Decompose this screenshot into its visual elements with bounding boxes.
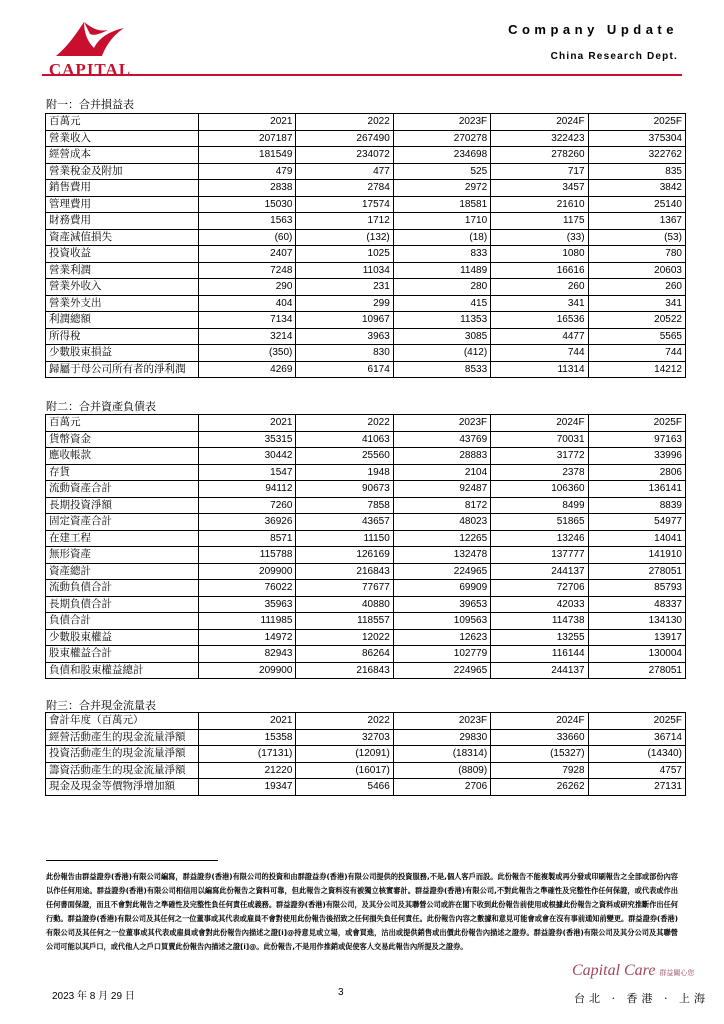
table-row bbox=[46, 246, 686, 263]
value-cell: 94112 bbox=[199, 481, 296, 498]
value-cell: 54977 bbox=[588, 514, 685, 531]
year-header: 2025F bbox=[588, 713, 685, 730]
cash-flow-table bbox=[45, 712, 686, 796]
value-cell: 224965 bbox=[393, 563, 490, 580]
row-label: 少數股東權益 bbox=[46, 629, 199, 646]
value-cell: 2784 bbox=[296, 180, 393, 197]
value-cell: 8533 bbox=[393, 361, 490, 378]
income-statement-table bbox=[45, 113, 686, 378]
value-cell: 16536 bbox=[491, 312, 588, 329]
value-cell: 234698 bbox=[393, 147, 490, 164]
value-cell: 13917 bbox=[588, 629, 685, 646]
value-cell: 14041 bbox=[588, 530, 685, 547]
value-cell: 8839 bbox=[588, 497, 685, 514]
value-cell: 92487 bbox=[393, 481, 490, 498]
value-cell: 114738 bbox=[491, 613, 588, 630]
value-cell: 40880 bbox=[296, 596, 393, 613]
value-cell: 4477 bbox=[491, 328, 588, 345]
value-cell: 209900 bbox=[199, 563, 296, 580]
value-cell: 35315 bbox=[199, 431, 296, 448]
value-cell: 48023 bbox=[393, 514, 490, 531]
value-cell: 28883 bbox=[393, 448, 490, 465]
row-label: 歸屬于母公司所有者的淨利潤 bbox=[46, 361, 199, 378]
value-cell: 33996 bbox=[588, 448, 685, 465]
table-row bbox=[46, 295, 686, 312]
row-label: 固定資產合計 bbox=[46, 514, 199, 531]
value-cell: 404 bbox=[199, 295, 296, 312]
value-cell: 102779 bbox=[393, 646, 490, 663]
year-header: 2021 bbox=[199, 713, 296, 730]
table-row bbox=[46, 345, 686, 362]
table-row bbox=[46, 147, 686, 164]
table-row bbox=[46, 448, 686, 465]
table-row bbox=[46, 762, 686, 779]
row-label: 所得稅 bbox=[46, 328, 199, 345]
value-cell: 1367 bbox=[588, 213, 685, 230]
table-row bbox=[46, 312, 686, 329]
value-cell: 106360 bbox=[491, 481, 588, 498]
value-cell: 18581 bbox=[393, 196, 490, 213]
value-cell: (16017) bbox=[296, 762, 393, 779]
row-label: 營業稅金及附加 bbox=[46, 163, 199, 180]
value-cell: 43769 bbox=[393, 431, 490, 448]
table-row bbox=[46, 530, 686, 547]
table-row bbox=[46, 662, 686, 679]
value-cell: 14972 bbox=[199, 629, 296, 646]
year-header: 2021 bbox=[199, 114, 296, 131]
value-cell: 1025 bbox=[296, 246, 393, 263]
value-cell: 1948 bbox=[296, 464, 393, 481]
table-row bbox=[46, 163, 686, 180]
capital-logo bbox=[40, 18, 140, 78]
year-header: 2025F bbox=[588, 114, 685, 131]
value-cell: 278260 bbox=[491, 147, 588, 164]
value-cell: 11314 bbox=[491, 361, 588, 378]
value-cell: 82943 bbox=[199, 646, 296, 663]
value-cell: 85793 bbox=[588, 580, 685, 597]
value-cell: 270278 bbox=[393, 130, 490, 147]
page-number: 3 bbox=[338, 987, 344, 998]
value-cell: 744 bbox=[588, 345, 685, 362]
value-cell: (14340) bbox=[588, 746, 685, 763]
value-cell: 224965 bbox=[393, 662, 490, 679]
value-cell: 8499 bbox=[491, 497, 588, 514]
value-cell: 90673 bbox=[296, 481, 393, 498]
value-cell: 35963 bbox=[199, 596, 296, 613]
row-label: 財務費用 bbox=[46, 213, 199, 230]
value-cell: 3842 bbox=[588, 180, 685, 197]
table-header-row bbox=[46, 114, 686, 131]
value-cell: 4269 bbox=[199, 361, 296, 378]
value-cell: (18) bbox=[393, 229, 490, 246]
department-subtitle: China Research Dept. bbox=[550, 51, 678, 62]
value-cell: 11034 bbox=[296, 262, 393, 279]
row-label: 長期負債合計 bbox=[46, 596, 199, 613]
value-cell: (12091) bbox=[296, 746, 393, 763]
office-cities: 台北 · 香港 · 上海 bbox=[574, 992, 709, 1005]
table-row bbox=[46, 328, 686, 345]
value-cell: 278051 bbox=[588, 563, 685, 580]
row-label: 投資活動產生的現金流量淨額 bbox=[46, 746, 199, 763]
value-cell: 477 bbox=[296, 163, 393, 180]
value-cell: 244137 bbox=[491, 563, 588, 580]
value-cell: 375304 bbox=[588, 130, 685, 147]
value-cell: (60) bbox=[199, 229, 296, 246]
report-type-title: Company Update bbox=[508, 22, 678, 37]
value-cell: 322762 bbox=[588, 147, 685, 164]
value-cell: 76022 bbox=[199, 580, 296, 597]
value-cell: 48337 bbox=[588, 596, 685, 613]
table-row bbox=[46, 361, 686, 378]
row-label: 存貨 bbox=[46, 464, 199, 481]
value-cell: 1712 bbox=[296, 213, 393, 230]
row-label: 經營活動產生的現金流量淨額 bbox=[46, 729, 199, 746]
value-cell: 244137 bbox=[491, 662, 588, 679]
value-cell: 835 bbox=[588, 163, 685, 180]
value-cell: 86264 bbox=[296, 646, 393, 663]
value-cell: 278051 bbox=[588, 662, 685, 679]
value-cell: 17574 bbox=[296, 196, 393, 213]
header-divider bbox=[42, 74, 682, 76]
value-cell: 322423 bbox=[491, 130, 588, 147]
value-cell: 11150 bbox=[296, 530, 393, 547]
table-header-row bbox=[46, 713, 686, 730]
value-cell: 7134 bbox=[199, 312, 296, 329]
value-cell: 216843 bbox=[296, 563, 393, 580]
value-cell: 1710 bbox=[393, 213, 490, 230]
value-cell: 109563 bbox=[393, 613, 490, 630]
year-header: 2023F bbox=[393, 713, 490, 730]
value-cell: 116144 bbox=[491, 646, 588, 663]
footnote-divider bbox=[46, 860, 218, 861]
value-cell: 830 bbox=[296, 345, 393, 362]
value-cell: 111985 bbox=[199, 613, 296, 630]
value-cell: 12265 bbox=[393, 530, 490, 547]
value-cell: 21610 bbox=[491, 196, 588, 213]
value-cell: 42033 bbox=[491, 596, 588, 613]
value-cell: 72706 bbox=[491, 580, 588, 597]
value-cell: 8571 bbox=[199, 530, 296, 547]
value-cell: 20522 bbox=[588, 312, 685, 329]
value-cell: 209900 bbox=[199, 662, 296, 679]
value-cell: (350) bbox=[199, 345, 296, 362]
year-header: 2021 bbox=[199, 415, 296, 432]
value-cell: 2806 bbox=[588, 464, 685, 481]
value-cell: 299 bbox=[296, 295, 393, 312]
brand-name: Capital Care bbox=[572, 962, 656, 979]
value-cell: 260 bbox=[588, 279, 685, 296]
row-label: 現金及現金等價物淨增加額 bbox=[46, 779, 199, 796]
capital-care-brand bbox=[572, 962, 694, 980]
table-row bbox=[46, 196, 686, 213]
row-label: 無形資產 bbox=[46, 547, 199, 564]
row-label: 流動資產合計 bbox=[46, 481, 199, 498]
value-cell: 3214 bbox=[199, 328, 296, 345]
value-cell: 32703 bbox=[296, 729, 393, 746]
value-cell: 231 bbox=[296, 279, 393, 296]
table-row bbox=[46, 481, 686, 498]
value-cell: 267490 bbox=[296, 130, 393, 147]
value-cell: (132) bbox=[296, 229, 393, 246]
value-cell: 1547 bbox=[199, 464, 296, 481]
row-label: 投資收益 bbox=[46, 246, 199, 263]
legal-disclaimer: 此份報告由群益證券(香港)有限公司編寫，群益證券(香港)有限公司的投資和由群證益券(香港)有限公司提供的投資服務,不是,個人客戶而設。此份報告不能複製或再分發或印刷報告之全部或部份內容以作任何用途。群益證券(香港)有限公司相信用以編寫此份報告之資料可靠，但此報告之資料沒有被獨立核實審計。群益證券(香港)有限公司,不對此報告之準確性及完整性作任何保證，或代表或作出任何書面保證，而且不會對此報告之準確性及完整性負任何責任或義務。群益證券(香港)有限公司，及其分公司及其聯營公司或許在閣下收到此份報告前使用或根據此份報告之資料或研究推斷作出任何行動。群益證券(香港)有限公司及其任何之一位董事或其代表或雇員不會對使用此份報告後招致之任何損失負任何責任。此份報告內容之數據和意見可能會或會在沒有事前通知前變更。群益證券(香港)有限公司及其任何之一位董事或其代表或雇員或會對此份報告內描述之證[i]@持意見或立場，或會買進，沽出或提供銷售或出價此份報告內描述之證券。群益證券(香港)有限公司及其分公司及其聯營公司可能以其戶口，或代他人之戶口買賣此份報告內描述之證[i]@。此份報告,不是用作推銷或促使客人交易此報告內所提及之證券。 bbox=[46, 872, 678, 951]
value-cell: 8172 bbox=[393, 497, 490, 514]
value-cell: (18314) bbox=[393, 746, 490, 763]
value-cell: 69909 bbox=[393, 580, 490, 597]
row-label: 籌資活動產生的現金流量淨額 bbox=[46, 762, 199, 779]
value-cell: (17131) bbox=[199, 746, 296, 763]
value-cell: 137777 bbox=[491, 547, 588, 564]
year-header: 2024F bbox=[491, 713, 588, 730]
table-row bbox=[46, 613, 686, 630]
value-cell: 10967 bbox=[296, 312, 393, 329]
value-cell: 30442 bbox=[199, 448, 296, 465]
value-cell: 4757 bbox=[588, 762, 685, 779]
value-cell: 260 bbox=[491, 279, 588, 296]
row-label: 少數股東損益 bbox=[46, 345, 199, 362]
row-label: 營業收入 bbox=[46, 130, 199, 147]
table-header-row bbox=[46, 415, 686, 432]
row-label: 負債和股東權益總計 bbox=[46, 662, 199, 679]
year-header: 2022 bbox=[296, 114, 393, 131]
value-cell: 11489 bbox=[393, 262, 490, 279]
value-cell: 134130 bbox=[588, 613, 685, 630]
value-cell: 2104 bbox=[393, 464, 490, 481]
value-cell: 70031 bbox=[491, 431, 588, 448]
table-row bbox=[46, 279, 686, 296]
value-cell: 51865 bbox=[491, 514, 588, 531]
value-cell: 7858 bbox=[296, 497, 393, 514]
value-cell: (15327) bbox=[491, 746, 588, 763]
value-cell: 77677 bbox=[296, 580, 393, 597]
value-cell: 33660 bbox=[491, 729, 588, 746]
value-cell: (412) bbox=[393, 345, 490, 362]
value-cell: 126169 bbox=[296, 547, 393, 564]
year-header: 2024F bbox=[491, 415, 588, 432]
value-cell: 341 bbox=[491, 295, 588, 312]
value-cell: 207187 bbox=[199, 130, 296, 147]
row-label: 營業外支出 bbox=[46, 295, 199, 312]
value-cell: 234072 bbox=[296, 147, 393, 164]
value-cell: 2407 bbox=[199, 246, 296, 263]
value-cell: 11353 bbox=[393, 312, 490, 329]
value-cell: 31772 bbox=[491, 448, 588, 465]
value-cell: 479 bbox=[199, 163, 296, 180]
value-cell: 833 bbox=[393, 246, 490, 263]
value-cell: 97163 bbox=[588, 431, 685, 448]
year-header: 2022 bbox=[296, 713, 393, 730]
value-cell: 36926 bbox=[199, 514, 296, 531]
income-statement-title: 附一：合并損益表 bbox=[46, 98, 134, 111]
value-cell: 132478 bbox=[393, 547, 490, 564]
value-cell: 2972 bbox=[393, 180, 490, 197]
logo-text: CAPITAL bbox=[48, 60, 132, 79]
unit-label: 百萬元 bbox=[46, 415, 199, 432]
value-cell: 216843 bbox=[296, 662, 393, 679]
value-cell: 20603 bbox=[588, 262, 685, 279]
value-cell: 43657 bbox=[296, 514, 393, 531]
value-cell: 290 bbox=[199, 279, 296, 296]
value-cell: 1080 bbox=[491, 246, 588, 263]
table-row bbox=[46, 646, 686, 663]
value-cell: 6174 bbox=[296, 361, 393, 378]
value-cell: (53) bbox=[588, 229, 685, 246]
value-cell: 118557 bbox=[296, 613, 393, 630]
value-cell: 12022 bbox=[296, 629, 393, 646]
value-cell: 39653 bbox=[393, 596, 490, 613]
value-cell: 341 bbox=[588, 295, 685, 312]
value-cell: 2838 bbox=[199, 180, 296, 197]
value-cell: 41063 bbox=[296, 431, 393, 448]
table-row bbox=[46, 580, 686, 597]
value-cell: (33) bbox=[491, 229, 588, 246]
row-label: 經營成本 bbox=[46, 147, 199, 164]
value-cell: 26262 bbox=[491, 779, 588, 796]
year-header: 2022 bbox=[296, 415, 393, 432]
value-cell: 21220 bbox=[199, 762, 296, 779]
capital-bird-icon bbox=[54, 18, 126, 60]
row-label: 營業利潤 bbox=[46, 262, 199, 279]
value-cell: 36714 bbox=[588, 729, 685, 746]
value-cell: 1563 bbox=[199, 213, 296, 230]
table-row bbox=[46, 229, 686, 246]
value-cell: 19347 bbox=[199, 779, 296, 796]
unit-label: 百萬元 bbox=[46, 114, 199, 131]
value-cell: 415 bbox=[393, 295, 490, 312]
row-label: 資產減值損失 bbox=[46, 229, 199, 246]
row-label: 銷售費用 bbox=[46, 180, 199, 197]
table-row bbox=[46, 497, 686, 514]
value-cell: 181549 bbox=[199, 147, 296, 164]
value-cell: 14212 bbox=[588, 361, 685, 378]
brand-tagline: 群益關心您 bbox=[659, 969, 695, 977]
value-cell: 25560 bbox=[296, 448, 393, 465]
table-row bbox=[46, 213, 686, 230]
table-row bbox=[46, 596, 686, 613]
table-row bbox=[46, 547, 686, 564]
year-header: 2025F bbox=[588, 415, 685, 432]
table-row bbox=[46, 746, 686, 763]
value-cell: 5466 bbox=[296, 779, 393, 796]
row-label: 流動負債合計 bbox=[46, 580, 199, 597]
value-cell: 3085 bbox=[393, 328, 490, 345]
table-row bbox=[46, 563, 686, 580]
value-cell: 744 bbox=[491, 345, 588, 362]
value-cell: 7260 bbox=[199, 497, 296, 514]
value-cell: 25140 bbox=[588, 196, 685, 213]
value-cell: 2706 bbox=[393, 779, 490, 796]
row-label: 資產總計 bbox=[46, 563, 199, 580]
value-cell: 525 bbox=[393, 163, 490, 180]
unit-label: 會計年度（百萬元） bbox=[46, 713, 199, 730]
value-cell: 12623 bbox=[393, 629, 490, 646]
row-label: 貨幣資金 bbox=[46, 431, 199, 448]
row-label: 在建工程 bbox=[46, 530, 199, 547]
value-cell: 136141 bbox=[588, 481, 685, 498]
balance-sheet-table bbox=[45, 414, 686, 679]
value-cell: (8809) bbox=[393, 762, 490, 779]
value-cell: 15030 bbox=[199, 196, 296, 213]
value-cell: 7928 bbox=[491, 762, 588, 779]
value-cell: 280 bbox=[393, 279, 490, 296]
table-row bbox=[46, 729, 686, 746]
year-header: 2023F bbox=[393, 415, 490, 432]
value-cell: 16616 bbox=[491, 262, 588, 279]
value-cell: 15358 bbox=[199, 729, 296, 746]
value-cell: 717 bbox=[491, 163, 588, 180]
table-row bbox=[46, 629, 686, 646]
row-label: 長期投資淨額 bbox=[46, 497, 199, 514]
value-cell: 2378 bbox=[491, 464, 588, 481]
row-label: 股東權益合計 bbox=[46, 646, 199, 663]
row-label: 營業外收入 bbox=[46, 279, 199, 296]
value-cell: 27131 bbox=[588, 779, 685, 796]
row-label: 負債合計 bbox=[46, 613, 199, 630]
table-row bbox=[46, 431, 686, 448]
table-row bbox=[46, 262, 686, 279]
year-header: 2024F bbox=[491, 114, 588, 131]
value-cell: 1175 bbox=[491, 213, 588, 230]
row-label: 應收帳款 bbox=[46, 448, 199, 465]
row-label: 利潤總額 bbox=[46, 312, 199, 329]
value-cell: 7248 bbox=[199, 262, 296, 279]
table-row bbox=[46, 514, 686, 531]
value-cell: 3457 bbox=[491, 180, 588, 197]
table-row bbox=[46, 180, 686, 197]
row-label: 管理費用 bbox=[46, 196, 199, 213]
value-cell: 115788 bbox=[199, 547, 296, 564]
value-cell: 5565 bbox=[588, 328, 685, 345]
value-cell: 29830 bbox=[393, 729, 490, 746]
value-cell: 141910 bbox=[588, 547, 685, 564]
balance-sheet-title: 附二：合并資產負債表 bbox=[46, 400, 156, 413]
report-date: 2023 年 8 月 29 日 bbox=[52, 991, 135, 1002]
cash-flow-title: 附三：合并現金流量表 bbox=[46, 699, 156, 712]
table-row bbox=[46, 130, 686, 147]
value-cell: 3963 bbox=[296, 328, 393, 345]
value-cell: 130004 bbox=[588, 646, 685, 663]
table-row bbox=[46, 464, 686, 481]
value-cell: 13246 bbox=[491, 530, 588, 547]
table-row bbox=[46, 779, 686, 796]
year-header: 2023F bbox=[393, 114, 490, 131]
value-cell: 13255 bbox=[491, 629, 588, 646]
value-cell: 780 bbox=[588, 246, 685, 263]
